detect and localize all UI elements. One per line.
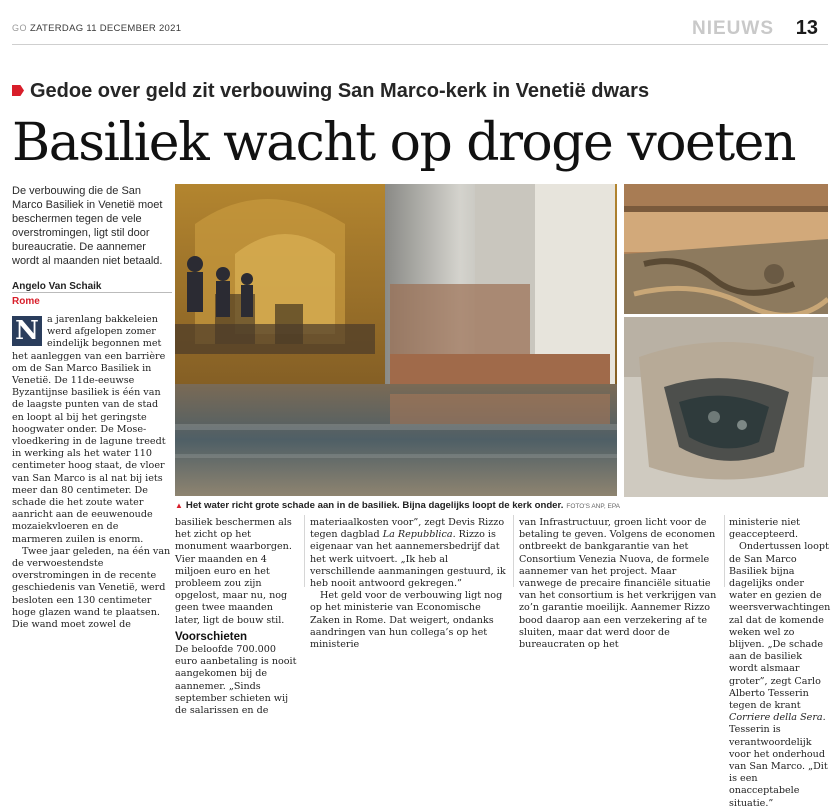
paragraph: van Infrastructuur, groen licht voor de betaling te geven. Volgens de economen ontbreekt de bankgarantie van het Consortium Venezia Nuova, de formele aannemer van het project. Maar vanwege de precaire financiële situatie van het consortium is het verkrijgen van zo’n garantie moeilijk. Aannemer Rizzo bood daarop aan een verzekering af te sluiten, maar dat werd door de bureaucraten op het — [519, 517, 717, 651]
mosaic-floor-photo — [624, 184, 828, 314]
body-column-5 — [729, 517, 829, 810]
newspaper-name: Corriere della Sera — [729, 712, 823, 724]
subheading: Voorschieten — [175, 630, 247, 643]
page-header — [12, 17, 832, 42]
body-column-2 — [175, 517, 298, 717]
paragraph-text: a jarenlang bakkeleien werd afgelopen zomer eindelijk begonnen met het aanleggen van een barrière om de San Marco Basiliek in Venetië. De 11de-eeuwse Byzantijnse basiliek is één van de laagste punten van de stad en loopt al bij het geringste hoogwater onder. De Mose-vloedkering in de lagune treedt in werking als het water 110 centimeter hoog staat, de vloer van San Marco is al nat bij iets meer dan 80 centimeter. De schade die het zoute water aanricht aan de eeuwenoude mozaiekvloeren en de marmeren zuilen is enorm. — [12, 314, 166, 545]
body-column-3 — [310, 517, 506, 651]
drop-cap: N — [12, 316, 42, 346]
paragraph — [12, 314, 172, 546]
article-headline: Basiliek wacht op droge voeten — [12, 113, 795, 173]
paragraph-text: . Rizzo is eigenaar van het aannemersbedrijf dat het werk uitvoert. „Ik heb al verschillende aanmaningen gestuurd, ik heb nooit antwoord gekregen.” — [310, 529, 506, 590]
kicker-arrow-icon — [12, 85, 24, 96]
paragraph: Twee jaar geleden, na één van de verwoestendste overstromingen in de recente geschiedenis van Venetië, werd besloten een 130 centimeter hoge glazen wand te plaatsen. Die wand moet zowel de — [12, 545, 171, 631]
basilica-interior-image — [175, 184, 617, 496]
paragraph-text: . Tesserin is verantwoordelijk voor het onderhoud van San Marco. „Dit is een onacceptabele situatie.” — [729, 712, 828, 809]
article-lead: De verbouwing die de San Marco Basiliek in Venetië moet beschermen tegen de vele overstromingen, ligt stil door bureaucratie. De aannemer wordt al maanden niet betaald. — [12, 185, 163, 267]
newspaper-name: La Repubblica — [382, 529, 453, 541]
paragraph-text: materiaalkosten voor”, zegt Devis Rizzo tegen dagblad — [310, 517, 505, 541]
mosaic-floor-image — [624, 184, 828, 314]
caption-triangle-icon: ▲ — [175, 501, 183, 510]
column-divider — [513, 515, 514, 587]
paragraph — [310, 517, 506, 590]
paragraph: Het geld voor de verbouwing ligt nog op het ministerie van Economische Zaken in Rome. Dat weigert, ondanks aandringen van hun collega’s op het ministerie — [310, 590, 503, 651]
article-kicker — [12, 80, 649, 103]
column-divider — [304, 515, 305, 587]
newspaper-logo: GO — [12, 23, 28, 33]
body-column-1 — [12, 314, 172, 631]
author-byline: Angelo Van Schaik — [12, 281, 102, 292]
damaged-stone-image — [624, 317, 828, 497]
page-number: 13 — [795, 17, 818, 39]
caption-text: Het water richt grote schade aan in de basiliek. Bijna dagelijks loopt de kerk onder. — [185, 500, 564, 511]
body-column-4 — [519, 517, 719, 651]
column-divider — [724, 515, 725, 587]
paragraph: De beloofde 700.000 euro aanbetaling is nooit aangekomen bij de aannemer. „Sinds september schieten wij de salarissen en de — [175, 644, 297, 717]
paragraph: basiliek beschermen als het zicht op het monument waarborgen. Vier maanden en 4 miljoen euro en het probleem zou zijn opgelost, maar nu, nog geen twee maanden later, ligt de bouw stil. — [175, 517, 292, 626]
header-divider — [12, 44, 828, 45]
section-name: NIEUWS — [692, 18, 774, 39]
paragraph-text: Ondertussen loopt de San Marco Basiliek bijna dagelijks onder water en gezien de weersverwachtingen zal dat de komende weken wel zo blijven. „De schade aan de basiliek wordt alsmaar groter”, zegt Carlo Alberto Tesserin tegen de krant — [729, 541, 831, 712]
basilica-flood-photo — [175, 184, 617, 496]
photo-credit: FOTO'S ANP, EPA — [566, 503, 621, 510]
damaged-stone-photo — [624, 317, 828, 497]
kicker-text: Gedoe over geld zit verbouwing San Marco-kerk in Venetië dwars — [30, 80, 650, 102]
issue-date: ZATERDAG 11 DECEMBER 2021 — [30, 23, 182, 34]
byline-divider — [12, 292, 172, 293]
paragraph — [729, 541, 829, 809]
photo-caption — [175, 500, 830, 511]
paragraph: ministerie niet geaccepteerd. — [729, 517, 801, 541]
dateline-city: Rome — [12, 296, 40, 307]
